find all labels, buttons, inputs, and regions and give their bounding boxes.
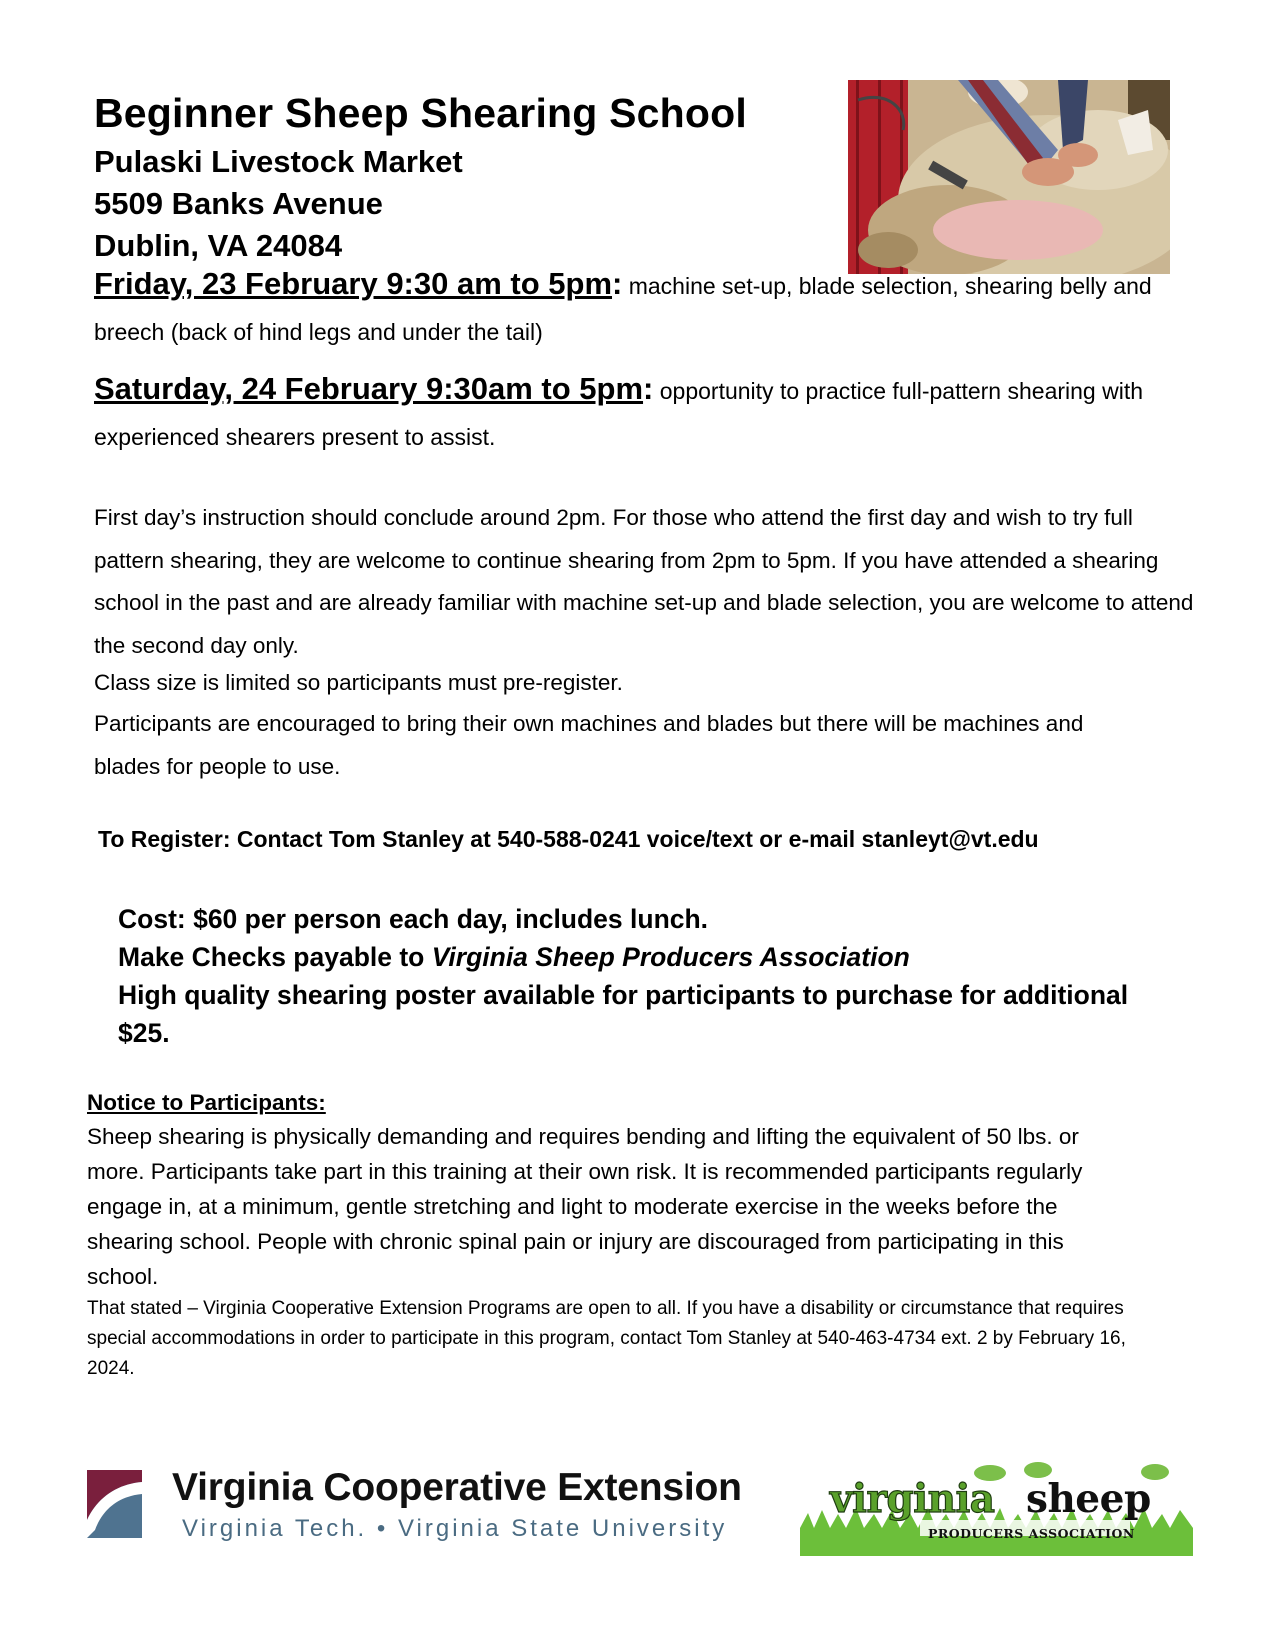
cost-line: Cost: $60 per person each day, includes lunch. [118, 904, 709, 934]
day-two-colon: : [643, 371, 654, 406]
details-paragraph-1: First day’s instruction should conclude around 2pm. For those who attend the first day and wish to try full pattern shearing, they are welcome to continue shearing from 2pm to 5pm. If you have attended a shearing school in the past and are already familiar with machine set-up and blade selection, you are welcome to attend the second day only. [94, 505, 1194, 658]
cost-block [118, 900, 1178, 1052]
day-one-line [94, 263, 1194, 357]
vsp-logo-subtitle: PRODUCERS ASSOCIATION [928, 1526, 1135, 1541]
vsp-logo-word-virginia: virginia [830, 1476, 995, 1522]
vce-logo-title: Virginia Cooperative Extension [172, 1466, 742, 1509]
poster-line: High quality shearing poster available for participants to purchase for additional $25. [118, 980, 1129, 1048]
vce-logo [87, 1466, 777, 1552]
vsp-logo-word-sheep: sheep [1026, 1476, 1151, 1522]
day-one-heading: Friday, 23 February 9:30 am to 5pm [94, 266, 613, 301]
location-name: Pulaski Livestock Market [94, 144, 463, 179]
day-two-description: opportunity to practice full-pattern shearing with experienced shearers present to assist. [94, 378, 1144, 450]
address-line: 5509 Banks Avenue [94, 186, 383, 221]
checks-payable-prefix: Make Checks payable to [118, 942, 432, 972]
notice-accommodations: That stated – Virginia Cooperative Extension Programs are open to all. If you have a disability or circumstance that requires special accommodations in order to participate in this program, contact Tom Stanley at 540-463-4734 ext. 2 by February 16, 2024. [87, 1298, 1126, 1379]
sheep-shearing-photo [848, 80, 1170, 274]
day-two-heading: Saturday, 24 February 9:30am to 5pm [94, 371, 644, 406]
city-line: Dublin, VA 24084 [94, 228, 343, 263]
registration-contact: To Register: Contact Tom Stanley at 540-588-0241 voice/text or e-mail stanleyt@vt.edu [98, 826, 1039, 852]
vce-mark-icon [87, 1470, 142, 1538]
notice-heading: Notice to Participants: [87, 1090, 326, 1115]
vce-logo-subtitle: Virginia Tech. • Virginia State University [182, 1515, 728, 1542]
day-one-description: machine set-up, blade selection, shearing belly and breech (back of hind legs and under the tail) [94, 273, 1152, 345]
day-one-colon: : [612, 266, 623, 301]
payee-name: Virginia Sheep Producers Association [431, 942, 910, 972]
vsp-logo [800, 1458, 1193, 1556]
day-two-line [94, 368, 1194, 462]
details-paragraph-2: Class size is limited so participants must pre-register. [94, 670, 623, 695]
page-title: Beginner Sheep Shearing School [94, 90, 748, 136]
notice-body: Sheep shearing is physically demanding and requires bending and lifting the equivalent of 50 lbs. or more. Participants take part in this training at their own risk. It is recommended participants regularly engage in, at a minimum, gentle stretching and light to moderate exercise in the weeks before the shearing school. People with chronic spinal pain or injury are discouraged from participating in this school. [87, 1124, 1083, 1289]
notice-section [87, 1087, 1197, 1384]
details-paragraph-3: Participants are encouraged to bring their own machines and blades but there will be machines and blades for people to use. [94, 711, 1084, 779]
checks-payable-line [118, 938, 1178, 976]
